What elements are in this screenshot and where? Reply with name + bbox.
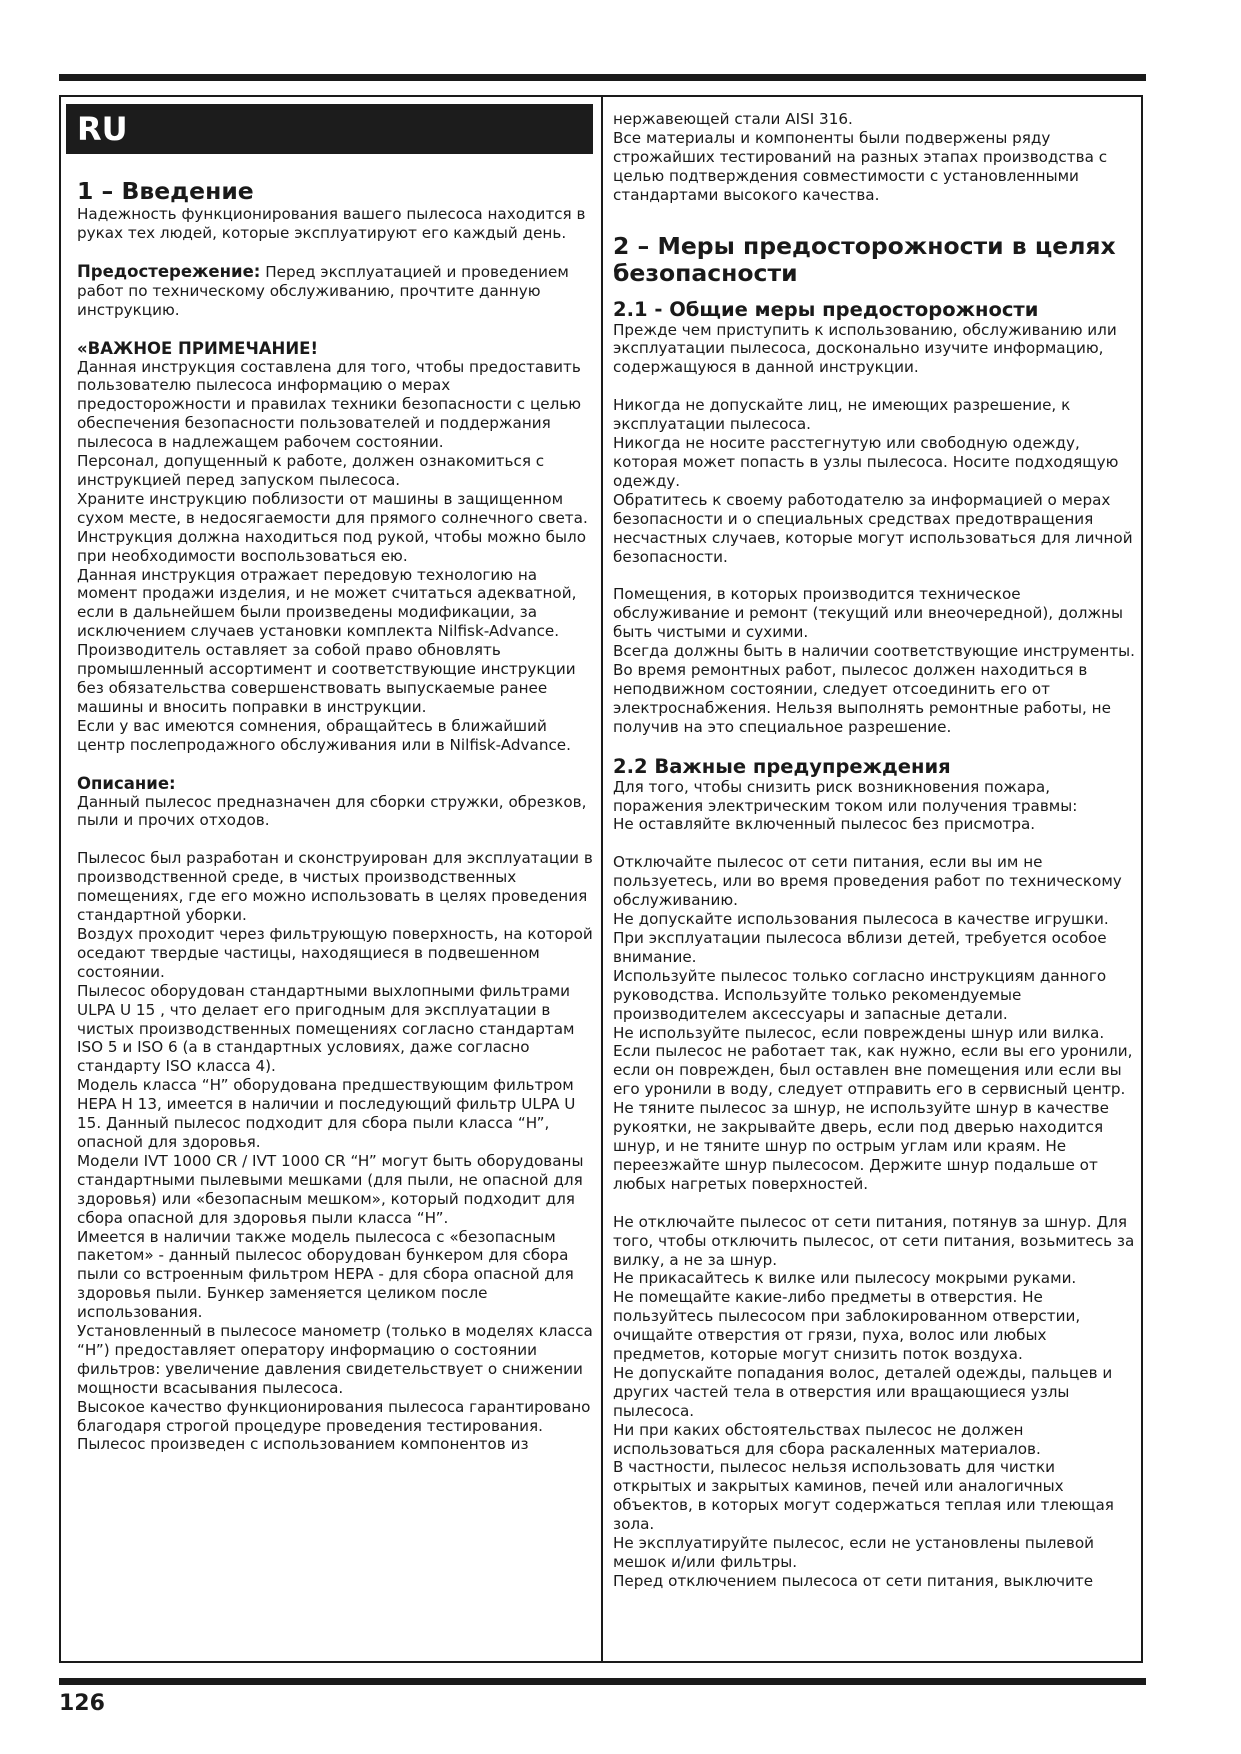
- paragraph: Перед отключением пылесоса от сети питания, выключите: [613, 1571, 1094, 1590]
- paragraph: Прежде чем приступить к использованию, обслуживанию или эксплуатации пылесоса, досконально изучите информацию, содержащуюся в данной инструкции.: [613, 320, 1117, 377]
- paragraph: Пылесос произведен с использованием компонентов из: [77, 1435, 529, 1454]
- paragraph: Если у вас имеются сомнения, обращайтесь в ближайший центр послепродажного обслуживания или в Nilfisk-Advance.: [77, 716, 571, 754]
- page-number: 126: [59, 1691, 105, 1716]
- right-column: [613, 110, 1138, 1591]
- paragraph: Данная инструкция отражает передовую технологию на момент продажи изделия, и не может считаться адекватной, если в дальнейшем были произведены модификации, за исключением случаев установки комплекта Nilfisk-Advance.: [77, 565, 577, 641]
- paragraph: Все материалы и компоненты были подвержены ряду строжайших тестирований на разных этапах производства с целью подтверждения совместимости с установленными стандартами высокого качества.: [613, 128, 1108, 204]
- paragraph: Установленный в пылесосе манометр (только в моделях класса “H”) предоставляет оператору информацию о состоянии фильтров: увеличение давления свидетельствует о снижении мощности всасывания пылесоса.: [77, 1322, 593, 1397]
- warning-label: Предостережение:: [77, 261, 261, 281]
- paragraph: нержавеющей стали AISI 316.: [613, 110, 853, 128]
- description-title: Описание:: [77, 773, 176, 793]
- paragraph: Не оставляйте включенный пылесос без присмотра.: [613, 815, 1036, 834]
- paragraph: Не помещайте какие-либо предметы в отверстия. Не пользуйтесь пылесосом при заблокированном отверстии, очищайте отверстия от грязи, пуха, волос или любых предметов, которые могут снизить поток воздуха.: [613, 1288, 1081, 1364]
- paragraph: В частности, пылесос нельзя использовать для чистки открытых и закрытых каминов, печей или аналогичных объектов, в которых могут содержаться теплая или тлеющая зола.: [613, 1458, 1114, 1534]
- section-2-2-title: 2.2 Важные предупреждения: [613, 754, 951, 778]
- paragraph: Не допускайте попадания волос, деталей одежды, пальцев и других частей тела в отверстия или вращающиеся узлы пылесоса.: [613, 1363, 1113, 1420]
- left-column: [77, 178, 597, 1454]
- paragraph: Используйте пылесос только согласно инструкциям данного руководства. Используйте только рекомендуемые производителем аксессуары и запасные детали.: [613, 966, 1107, 1023]
- column-divider: [601, 95, 603, 1663]
- language-label: RU: [66, 104, 593, 154]
- paragraph: Для того, чтобы снизить риск возникновения пожара, поражения электрическим током или получения травмы:: [613, 777, 1078, 815]
- paragraph: Не допускайте использования пылесоса в качестве игрушки. При эксплуатации пылесоса вблизи детей, требуется особое внимание.: [613, 910, 1109, 966]
- paragraph: Пылесос оборудован стандартными выхлопными фильтрами ULPA U 15 , что делает его пригодным для эксплуатации в чистых производственных помещениях согласно стандартам ISO 5 и ISO 6 (а в стандартных условиях, даже согласно стандарту ISO класса 4).: [77, 981, 575, 1076]
- paragraph: Данный пылесос предназначен для сборки стружки, обрезков, пыли и прочих отходов.: [77, 792, 587, 830]
- paragraph: Не эксплуатируйте пылесос, если не установлены пылевой мешок и/или фильтры.: [613, 1534, 1094, 1571]
- paragraph: Всегда должны быть в наличии соответствующие инструменты.: [613, 642, 1135, 661]
- paragraph: Пылесос был разработан и сконструирован для эксплуатации в производственной среде, в чистых производственных помещениях, где его можно использовать в целях проведения стандартной уборки.: [77, 849, 593, 925]
- paragraph: Не отключайте пылесос от сети питания, потянув за шнур. Для того, чтобы отключить пылесос, от сети питания, возьмитесь за вилку, а не за шнур.: [613, 1212, 1135, 1269]
- paragraph: Имеется в наличии также модель пылесоса с «безопасным пакетом» - данный пылесос оборудован бункером для сбора пыли со встроенным фильтром HEPA - для сбора опасной для здоровья пыли. Бункер заменяется целиком после использования.: [77, 1227, 574, 1322]
- important-note-title: «ВАЖНОЕ ПРИМЕЧАНИЕ!: [77, 338, 318, 358]
- warning-paragraph: [77, 262, 597, 320]
- paragraph: Не прикасайтесь к вилке или пылесосу мокрыми руками.: [613, 1269, 1077, 1288]
- paragraph: Персонал, допущенный к работе, должен ознакомиться с инструкцией перед запуском пылесоса.: [77, 452, 545, 489]
- paragraph: Никогда не носите расстегнутую или свободную одежду, которая может попасть в узлы пылесоса. Носите подходящую одежду.: [613, 434, 1119, 490]
- section-1-title: 1 – Введение: [77, 177, 254, 205]
- section-2-title: 2 – Меры предосторожности в целях безопасности: [613, 231, 1116, 287]
- paragraph: Храните инструкцию поблизости от машины в защищенном сухом месте, в недосягаемости для прямого солнечного света. Инструкция должна находиться под рукой, чтобы можно было при необходимости воспользоваться ею.: [77, 489, 588, 565]
- paragraph: Модель класса “H” оборудована предшествующим фильтром HEPA H 13, имеется в наличии и последующий фильтр ULPA U 15. Данный пылесос подходит для сбора пыли класса “H”, опасной для здоровья.: [77, 1076, 576, 1151]
- paragraph: Обратитесь к своему работодателю за информацией о мерах безопасности и о специальных средствах предотвращения несчастных случаев, которые могут использоваться для личной безопасности.: [613, 490, 1133, 566]
- paragraph: Производитель оставляет за собой право обновлять промышленный ассортимент и соответствующие инструкции без обязательства совершенствовать выпускаемые ранее машины и вносить поправки в инструкции.: [77, 641, 576, 716]
- paragraph: Помещения, в которых производится техническое обслуживание и ремонт (текущий или внеочередной), должны быть чистыми и сухими.: [613, 585, 1124, 642]
- paragraph: Не тяните пылесос за шнур, не используйте шнур в качестве рукоятки, не закрывайте дверь, если под дверью находится шнур, и не тяните шнур по острым углам или краям. Не переезжайте шнур пылесосом. Держите шнур подальше от любых нагретых поверхностей.: [613, 1099, 1110, 1193]
- paragraph: Отключайте пылесос от сети питания, если вы им не пользуетесь, или во время проведения работ по техническому обслуживанию.: [613, 853, 1122, 910]
- paragraph: Не используйте пылесос, если повреждены шнур или вилка. Если пылесос не работает так, как нужно, если вы его уронили, если он поврежден, был оставлен вне помещения или если вы его уронили в воду, следует отправить его в сервисный центр.: [613, 1023, 1133, 1099]
- paragraph: Ни при каких обстоятельствах пылесос не должен использоваться для сбора раскаленных материалов.: [613, 1420, 1041, 1458]
- section-2-1-title: 2.1 - Общие меры предосторожности: [613, 297, 1039, 321]
- paragraph: Высокое качество функционирования пылесоса гарантировано благодаря строгой процедуре проведения тестирования.: [77, 1397, 591, 1435]
- intro-paragraph: Надежность функционирования вашего пылесоса находится в руках тех людей, которые эксплуатируют его каждый день.: [77, 205, 586, 242]
- bottom-rule: [59, 1678, 1146, 1685]
- warning-text: Перед эксплуатацией и проведением работ по техническому обслуживанию, прочтите данную инструкцию.: [77, 262, 569, 319]
- top-rule: [59, 74, 1146, 81]
- paragraph: Данная инструкция составлена для того, чтобы предоставить пользователю пылесоса информацию о мерах предосторожности и правилах техники безопасности с целью обеспечения безопасности пользователей и поддержания пылесоса в надлежащем рабочем состоянии.: [77, 357, 582, 452]
- paragraph: Модели IVT 1000 CR / IVT 1000 CR “H” могут быть оборудованы стандартными пылевыми мешками (для пыли, не опасной для здоровья) или «безопасным мешком», который подходит для сбора опасной для здоровья пыли класса “H”.: [77, 1151, 584, 1227]
- paragraph: Воздух проходит через фильтрующую поверхность, на которой оседают твердые частицы, находящиеся в подвешенном состоянии.: [77, 925, 593, 981]
- paragraph: Во время ремонтных работ, пылесос должен находиться в неподвижном состоянии, следует отсоединить его от электроснабжения. Нельзя выполнять ремонтные работы, не получив на это специальное разрешение.: [613, 661, 1111, 736]
- paragraph: Никогда не допускайте лиц, не имеющих разрешение, к эксплуатации пылесоса.: [613, 396, 1071, 434]
